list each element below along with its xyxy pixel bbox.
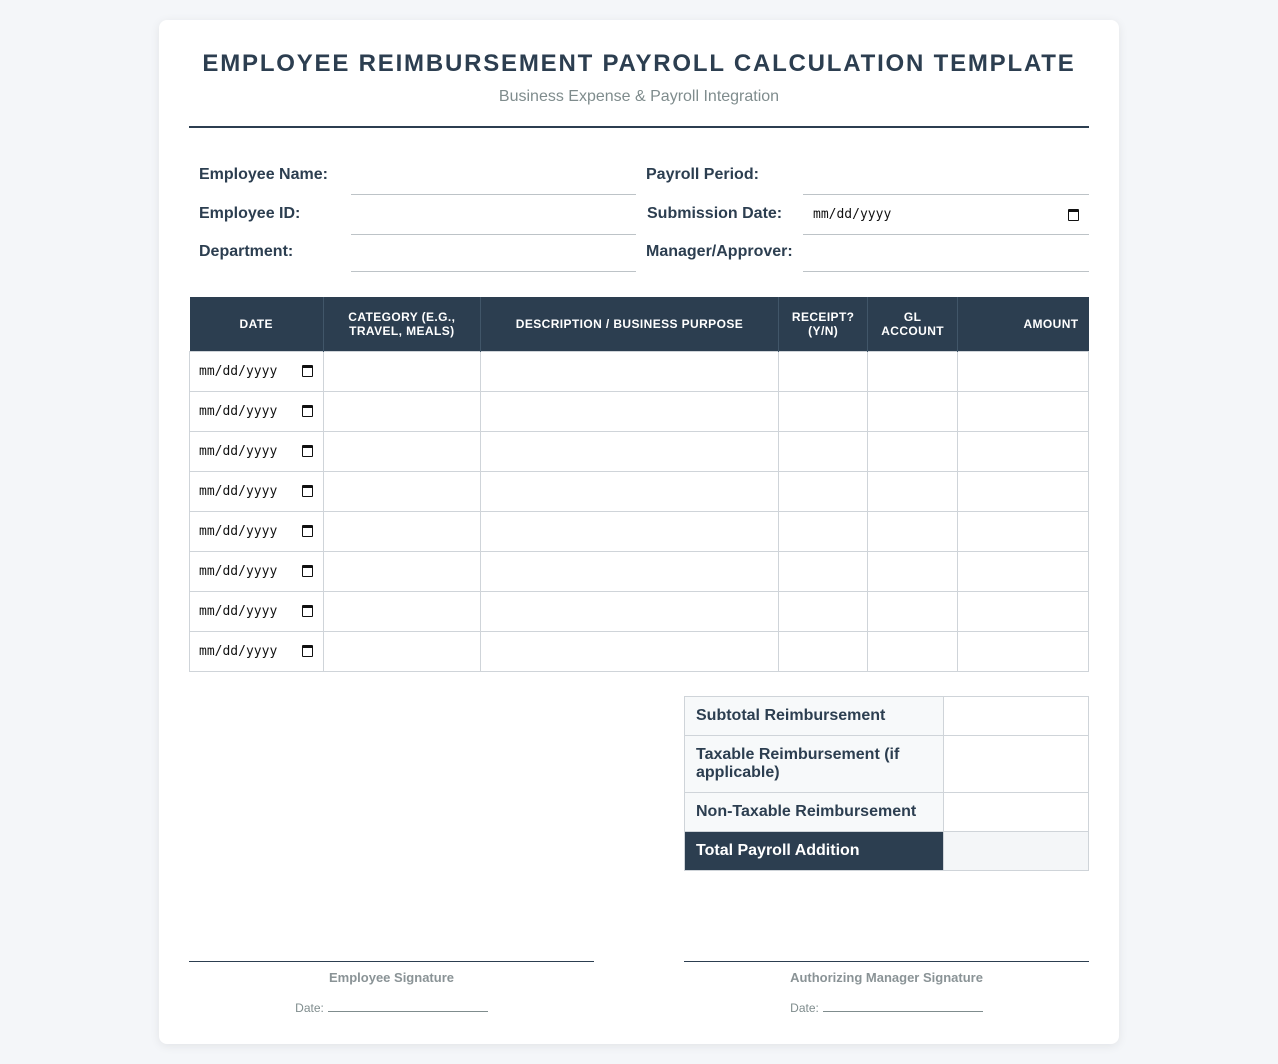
amount-cell[interactable]: [958, 431, 1089, 471]
category-cell[interactable]: [323, 351, 480, 391]
amount-cell[interactable]: [958, 351, 1089, 391]
non-taxable-row: [685, 793, 1089, 832]
col-date: DATE: [190, 297, 324, 351]
department-field[interactable]: [351, 232, 636, 272]
table-row: [190, 391, 1089, 431]
subtotal-value-field[interactable]: [944, 697, 1089, 736]
totals-table: [684, 696, 1089, 871]
date-input[interactable]: [190, 472, 323, 511]
manager-approver-field[interactable]: [803, 232, 1089, 272]
date-input[interactable]: [190, 352, 323, 391]
date-placeholder: mm/dd/yyyy: [199, 603, 278, 619]
description-cell[interactable]: [480, 351, 778, 391]
receipt-cell[interactable]: [779, 471, 868, 511]
date-cell[interactable]: [190, 431, 324, 471]
description-cell[interactable]: [480, 391, 778, 431]
employee-signature-label: Employee Signature: [329, 970, 454, 985]
date-input[interactable]: [190, 592, 323, 631]
manager-date-label: Date:: [790, 1001, 819, 1015]
gl-account-cell[interactable]: [868, 351, 958, 391]
amount-cell[interactable]: [958, 391, 1089, 431]
date-input[interactable]: [190, 392, 323, 431]
date-placeholder: mm/dd/yyyy: [199, 563, 278, 579]
date-cell[interactable]: [190, 591, 324, 631]
gl-account-cell[interactable]: [868, 591, 958, 631]
date-input[interactable]: [190, 512, 323, 551]
gl-account-cell[interactable]: [868, 391, 958, 431]
non-taxable-label: Non-Taxable Reimbursement: [685, 793, 944, 832]
calendar-icon[interactable]: [302, 445, 313, 457]
col-description: DESCRIPTION / BUSINESS PURPOSE: [480, 297, 778, 351]
expense-table-header: [190, 297, 1089, 351]
taxable-row: [685, 736, 1089, 793]
taxable-label: Taxable Reimbursement (if applicable): [685, 736, 944, 793]
amount-cell[interactable]: [958, 471, 1089, 511]
date-cell[interactable]: [190, 511, 324, 551]
employee-date-label: Date:: [295, 1001, 324, 1015]
category-cell[interactable]: [323, 431, 480, 471]
date-cell[interactable]: [190, 551, 324, 591]
date-cell[interactable]: [190, 351, 324, 391]
category-cell[interactable]: [323, 591, 480, 631]
category-cell[interactable]: [323, 471, 480, 511]
employee-id-label: Employee ID:: [199, 205, 301, 222]
description-cell[interactable]: [480, 471, 778, 511]
manager-approver-label: Manager/Approver:: [646, 243, 793, 260]
employee-signature-date: [189, 1000, 594, 1015]
date-cell[interactable]: [190, 471, 324, 511]
payroll-period-field[interactable]: [803, 155, 1089, 195]
col-receipt: RECEIPT? (Y/N): [779, 297, 868, 351]
calendar-icon[interactable]: [302, 565, 313, 577]
calendar-icon[interactable]: [302, 525, 313, 537]
payroll-period-label: Payroll Period:: [646, 166, 759, 183]
receipt-cell[interactable]: [779, 391, 868, 431]
date-input[interactable]: [190, 552, 323, 591]
manager-signature-line[interactable]: [684, 961, 1089, 962]
page-title: EMPLOYEE REIMBURSEMENT PAYROLL CALCULATION TEMPLATE: [202, 50, 1076, 77]
col-category: CATEGORY (E.G., TRAVEL, MEALS): [323, 297, 480, 351]
date-placeholder: mm/dd/yyyy: [199, 403, 278, 419]
table-row: [190, 431, 1089, 471]
taxable-value-field[interactable]: [944, 736, 1089, 793]
calendar-icon[interactable]: [302, 405, 313, 417]
description-cell[interactable]: [480, 631, 778, 671]
date-cell[interactable]: [190, 631, 324, 671]
calendar-icon[interactable]: [302, 365, 313, 377]
amount-cell[interactable]: [958, 511, 1089, 551]
page-subtitle: Business Expense & Payroll Integration: [498, 88, 780, 105]
table-row: [190, 631, 1089, 671]
submission-date-label: Submission Date:: [647, 205, 783, 222]
header-divider: [189, 126, 1089, 128]
receipt-cell[interactable]: [779, 511, 868, 551]
date-input[interactable]: [190, 632, 323, 671]
date-placeholder: mm/dd/yyyy: [199, 443, 278, 459]
date-placeholder: mm/dd/yyyy: [199, 523, 278, 539]
total-label: Total Payroll Addition: [685, 832, 944, 871]
total-row: [685, 832, 1089, 871]
amount-cell[interactable]: [958, 591, 1089, 631]
description-cell[interactable]: [480, 431, 778, 471]
col-amount: AMOUNT: [958, 297, 1089, 351]
gl-account-cell[interactable]: [868, 551, 958, 591]
calendar-icon[interactable]: [302, 605, 313, 617]
employee-signature-line[interactable]: [189, 961, 594, 962]
submission-date-placeholder: mm/dd/yyyy: [813, 207, 892, 222]
total-value-field[interactable]: [944, 832, 1089, 871]
table-row: [190, 471, 1089, 511]
calendar-icon[interactable]: [302, 645, 313, 657]
expense-table: [189, 297, 1089, 672]
gl-account-cell[interactable]: [868, 431, 958, 471]
date-placeholder: mm/dd/yyyy: [199, 643, 278, 659]
department-label: Department:: [199, 243, 294, 260]
receipt-cell[interactable]: [779, 631, 868, 671]
gl-account-cell[interactable]: [868, 511, 958, 551]
manager-signature-label: Authorizing Manager Signature: [790, 970, 983, 985]
description-cell[interactable]: [480, 591, 778, 631]
category-cell[interactable]: [323, 391, 480, 431]
category-cell[interactable]: [323, 631, 480, 671]
calendar-icon[interactable]: [1068, 209, 1079, 221]
date-placeholder: mm/dd/yyyy: [199, 363, 278, 379]
manager-date-blank[interactable]: [823, 1000, 983, 1012]
calendar-icon[interactable]: [302, 485, 313, 497]
date-placeholder: mm/dd/yyyy: [199, 483, 278, 499]
manager-signature-date: [684, 1000, 1089, 1015]
employee-name-label: Employee Name:: [199, 166, 328, 183]
description-cell[interactable]: [480, 551, 778, 591]
receipt-cell[interactable]: [779, 551, 868, 591]
employee-id-field[interactable]: [351, 195, 636, 235]
gl-account-cell[interactable]: [868, 631, 958, 671]
amount-cell[interactable]: [958, 631, 1089, 671]
table-row: [190, 591, 1089, 631]
category-cell[interactable]: [323, 511, 480, 551]
receipt-cell[interactable]: [779, 351, 868, 391]
date-cell[interactable]: [190, 391, 324, 431]
table-row: [190, 351, 1089, 391]
submission-date-field[interactable]: [803, 195, 1089, 235]
non-taxable-value-field[interactable]: [944, 793, 1089, 832]
amount-cell[interactable]: [958, 551, 1089, 591]
category-cell[interactable]: [323, 551, 480, 591]
receipt-cell[interactable]: [779, 591, 868, 631]
subtotal-row: [685, 697, 1089, 736]
col-gl-account: GL ACCOUNT: [868, 297, 958, 351]
gl-account-cell[interactable]: [868, 471, 958, 511]
receipt-cell[interactable]: [779, 431, 868, 471]
employee-date-blank[interactable]: [328, 1000, 488, 1012]
table-row: [190, 511, 1089, 551]
date-input[interactable]: [190, 432, 323, 471]
description-cell[interactable]: [480, 511, 778, 551]
employee-name-field[interactable]: [351, 155, 636, 195]
subtotal-label: Subtotal Reimbursement: [685, 697, 944, 736]
table-row: [190, 551, 1089, 591]
